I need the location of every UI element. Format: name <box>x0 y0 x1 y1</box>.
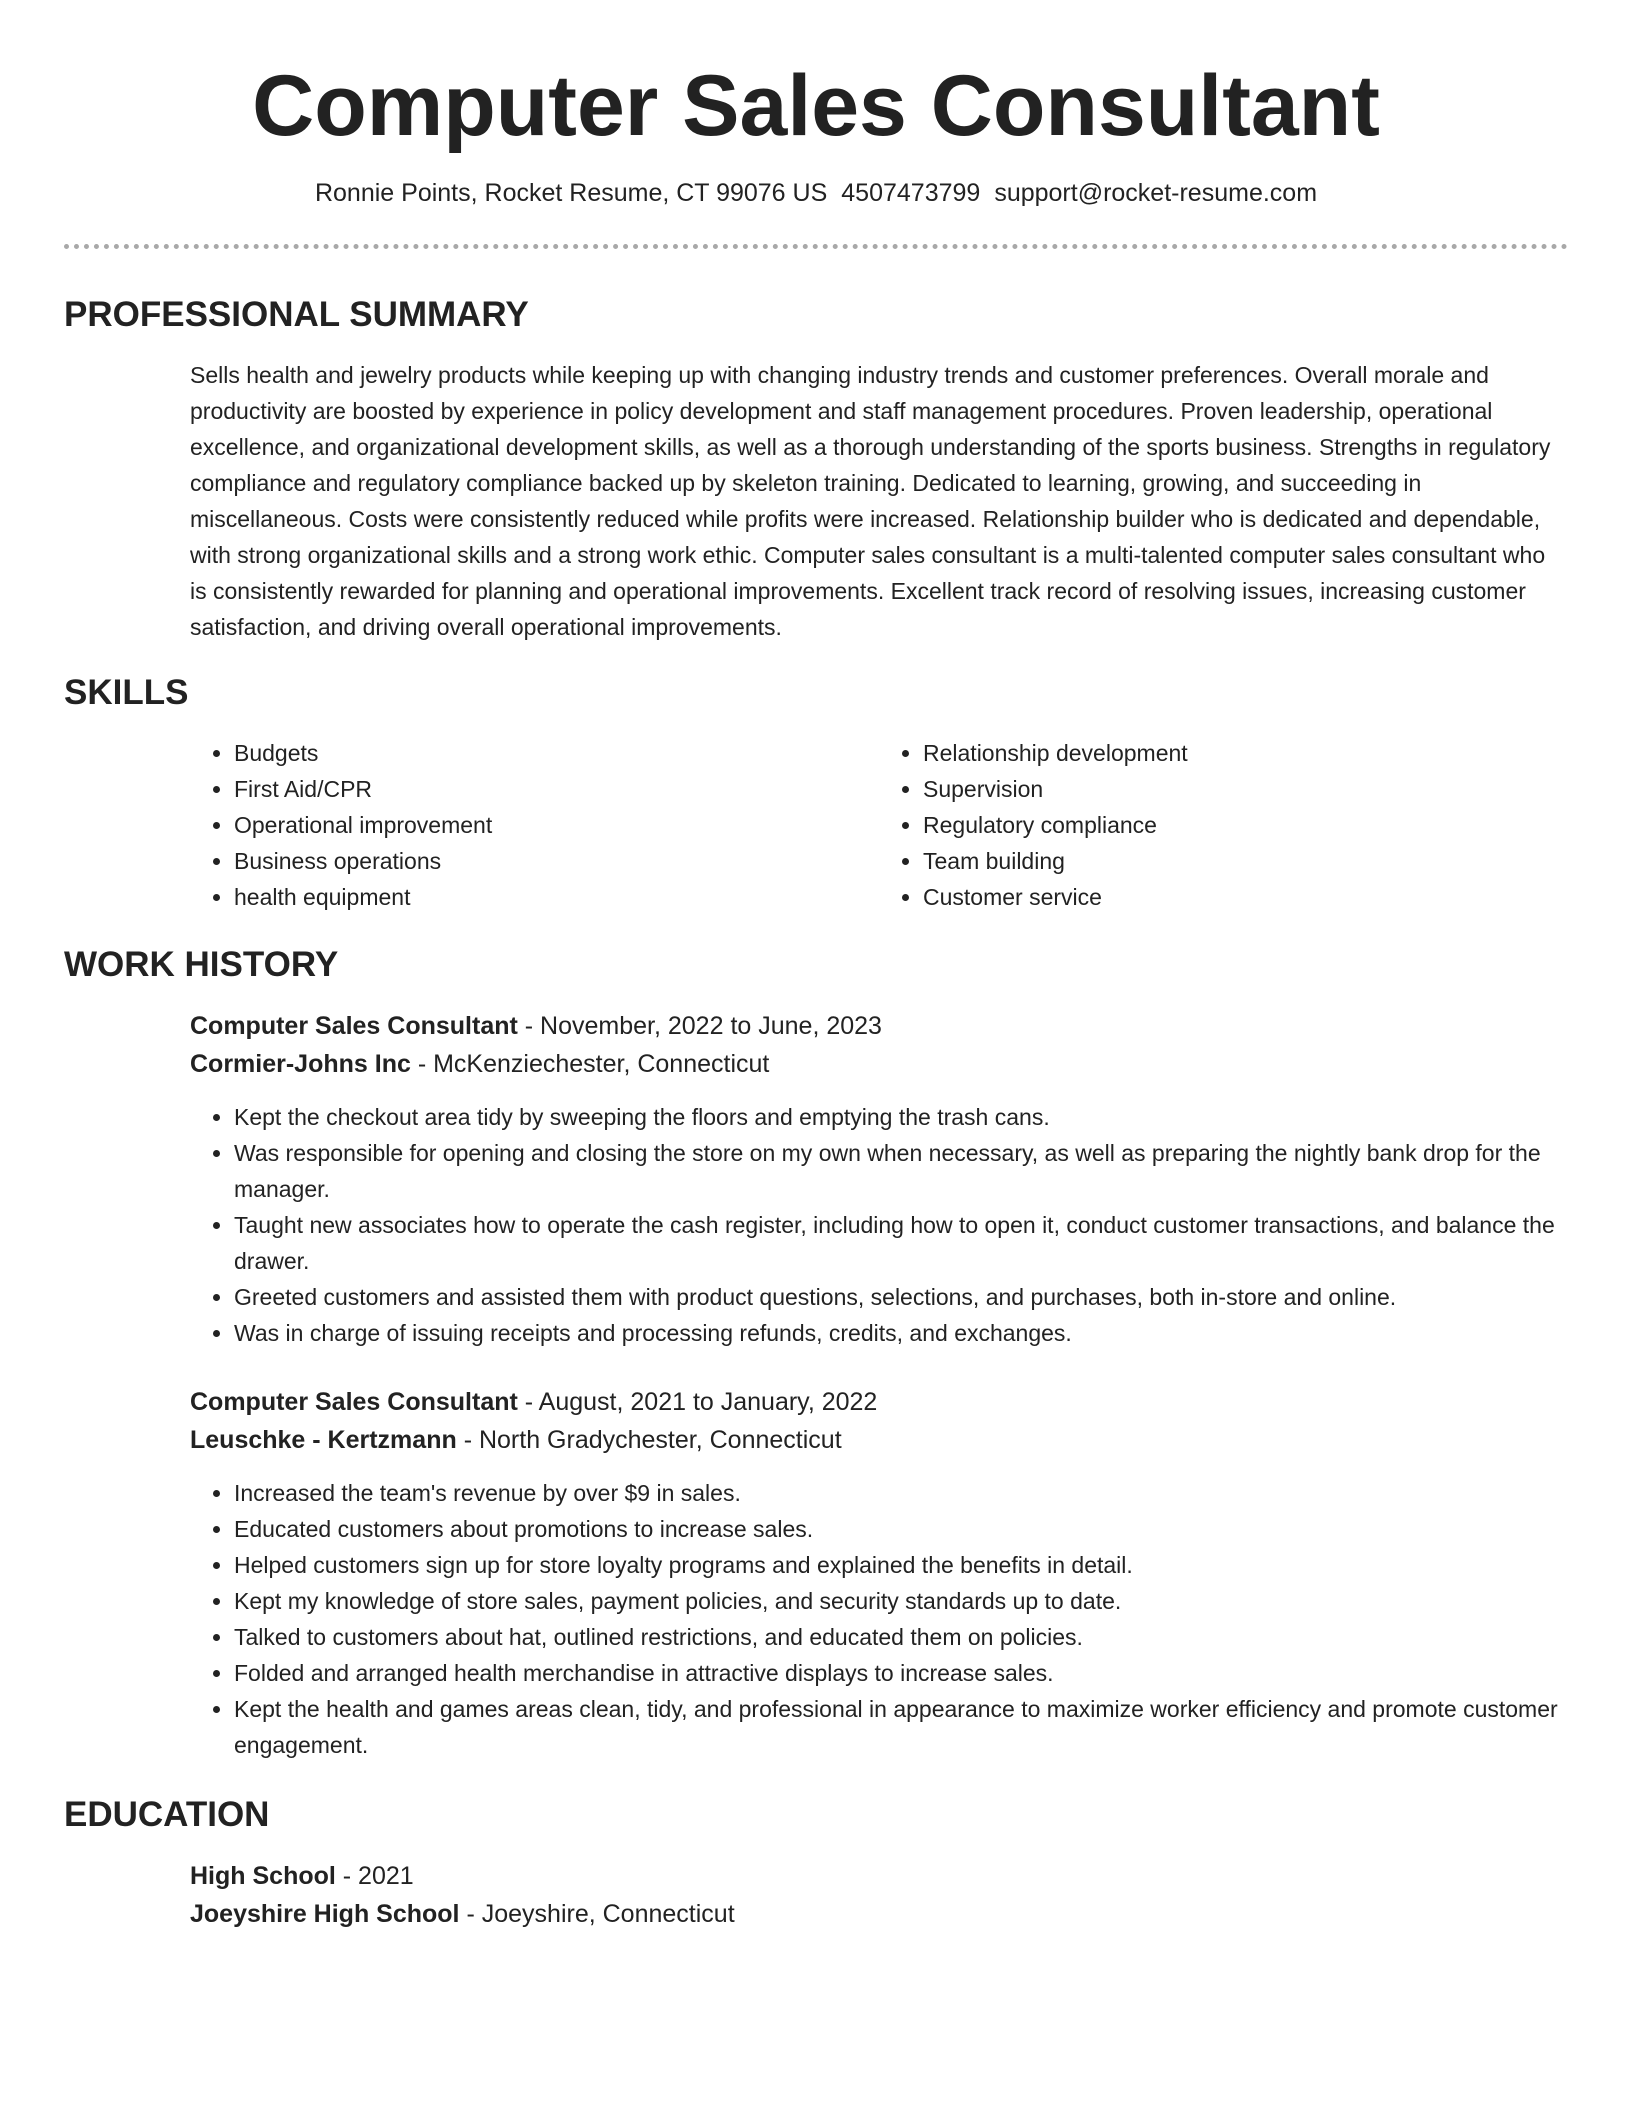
job-bullets <box>190 1099 1568 1351</box>
skill-item: • Team building <box>923 843 1568 879</box>
job-location: - McKenziechester, Connecticut <box>410 1050 770 1078</box>
contact-line <box>64 176 1568 210</box>
job-dates: - November, 2022 to June, 2023 <box>517 1012 882 1040</box>
skills-list <box>64 735 1568 915</box>
job-bullets <box>190 1475 1568 1763</box>
job-bullet: • Kept my knowledge of store sales, payment policies, and security standards up to date. <box>234 1583 1568 1619</box>
job-bullet: • Folded and arranged health merchandise in attractive displays to increase sales. <box>234 1655 1568 1691</box>
job-role: Computer Sales Consultant <box>190 1012 518 1040</box>
skill-item: • Operational improvement <box>234 807 879 843</box>
section-title-work: WORK HISTORY <box>64 945 339 984</box>
job-title-line <box>190 1383 1568 1421</box>
job-bullet: • Taught new associates how to operate the cash register, including how to open it, conduct customer transactions, and balance the drawer. <box>234 1207 1568 1279</box>
education-entry <box>64 1857 1568 1933</box>
job-bullet: • Kept the checkout area tidy by sweeping the floors and emptying the trash cans. <box>234 1099 1568 1135</box>
contact-address: Ronnie Points, Rocket Resume, CT 99076 US <box>314 179 828 207</box>
education-school: Joeyshire High School <box>190 1900 460 1928</box>
summary-text: Sells health and jewelry products while keeping up with changing industry trends and customer preferences. Overall morale and productivity are boosted by experience in policy development and staff management procedures. Proven leadership, operational excellence, and organizational development skills, as well as a thorough understanding of the sports business. Strengths in regulatory compliance and regulatory compliance backed up by skeleton training. Dedicated to learning, growing, and succeeding in miscellaneous. Costs were consistently reduced while profits were increased. Relationship builder who is dedicated and dependable, with strong organizational skills and a strong work ethic. Computer sales consultant is a multi-talented computer sales consultant who is consistently rewarded for planning and operational improvements. Excellent track record of resolving issues, increasing customer satisfaction, and driving overall operational improvements. <box>190 362 1551 640</box>
job-company: Leuschke - Kertzmann <box>190 1426 457 1454</box>
job-bullet: • Helped customers sign up for store loyalty programs and explained the benefits in detail. <box>234 1547 1568 1583</box>
contact-phone: 4507473799 <box>841 179 981 207</box>
job-bullet: • Kept the health and games areas clean, tidy, and professional in appearance to maximize worker efficiency and promote customer engagement. <box>234 1691 1568 1763</box>
skill-item: • health equipment <box>234 879 879 915</box>
job-bullet: • Educated customers about promotions to increase sales. <box>234 1511 1568 1547</box>
job-company: Cormier-Johns Inc <box>190 1050 411 1078</box>
job-company-line <box>190 1421 1568 1459</box>
skill-item: • Business operations <box>234 843 879 879</box>
skill-item: • Relationship development <box>923 735 1568 771</box>
job-title-line <box>190 1007 1568 1045</box>
contact-email: support@rocket-resume.com <box>994 179 1318 207</box>
header-divider <box>64 244 1568 249</box>
section-title-summary: PROFESSIONAL SUMMARY <box>64 295 529 334</box>
education-degree: High School <box>190 1862 336 1890</box>
job-bullet: • Talked to customers about hat, outlined restrictions, and educated them on policies. <box>234 1619 1568 1655</box>
skills-column-right <box>879 735 1568 915</box>
skill-item: • Regulatory compliance <box>923 807 1568 843</box>
job-dates: - August, 2021 to January, 2022 <box>517 1388 878 1416</box>
summary-block <box>64 357 1568 645</box>
job-bullet: • Increased the team's revenue by over $9 in sales. <box>234 1475 1568 1511</box>
job-bullet: • Was in charge of issuing receipts and processing refunds, credits, and exchanges. <box>234 1315 1568 1351</box>
section-title-education: EDUCATION <box>64 1795 270 1834</box>
skill-item: • Customer service <box>923 879 1568 915</box>
education-location: - Joeyshire, Connecticut <box>459 1900 735 1928</box>
education-school-line <box>190 1895 1568 1933</box>
job-entry <box>64 1383 1568 1763</box>
skills-column-left <box>190 735 879 915</box>
skill-item: • Budgets <box>234 735 879 771</box>
job-role: Computer Sales Consultant <box>190 1388 518 1416</box>
skill-item: • First Aid/CPR <box>234 771 879 807</box>
job-location: - North Gradychester, Connecticut <box>456 1426 842 1454</box>
resume-name: Computer Sales Consultant <box>252 58 1380 154</box>
job-bullet: • Greeted customers and assisted them with product questions, selections, and purchases, both in-store and online. <box>234 1279 1568 1315</box>
education-degree-line <box>190 1857 1568 1895</box>
job-bullet: • Was responsible for opening and closing the store on my own when necessary, as well as preparing the nightly bank drop for the manager. <box>234 1135 1568 1207</box>
section-title-skills: SKILLS <box>64 673 189 712</box>
skill-item: • Supervision <box>923 771 1568 807</box>
education-year: - 2021 <box>335 1862 414 1890</box>
job-entry <box>64 1007 1568 1351</box>
job-company-line <box>190 1045 1568 1083</box>
